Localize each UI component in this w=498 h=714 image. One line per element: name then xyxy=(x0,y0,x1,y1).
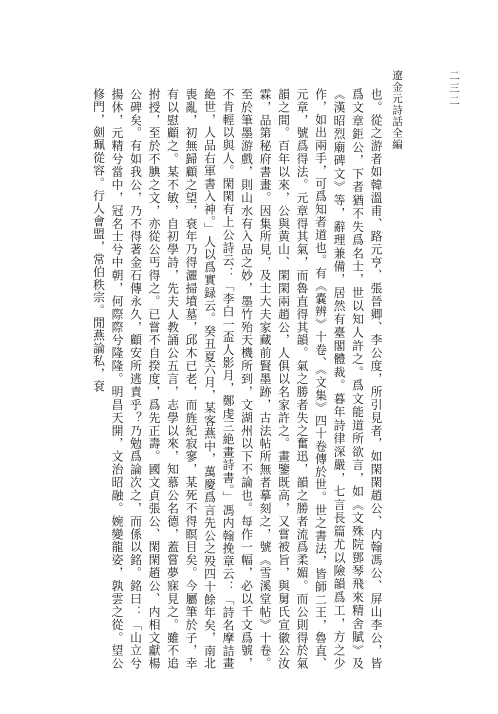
body-paragraph: 也。從之游者如韓溫甫、路元亨、張晉卿、李公度，所引見者，如閑閑趙公、内翰馮公、屏山李公，皆爲文章鉅公，下者猶不失爲名士，世以知人許之。爲文能道所欲言，如《文殊院鄧琴飛來精舍賦》及《漢昭烈廟碑文》等，辭理兼備，居然有臺閣體裁。暮年詩律深嚴，七言長篇尤以險韻爲工，方之少作，如出兩手，可爲知者道也。有《嚢辨》十卷、《文集》四十卷傳於世。世之書法，皆師二王，魯直、元章，號爲得法。元章得其氣，而魯直得其韻。氣之勝者失之奮迅，韻之勝者流爲柔媚。而公則得於氣韻之間。百年以來，公與黄山、閑閑兩趙公，人俱以名家許之。畫鑒既高，又嘗被旨，與舅氏宣徽公汝霖，品第秘府書畫。因集所見，及士大夫家藏前賢墨跡，古法帖所無者摹刻之，號《雪溪堂帖》十卷。至於筆墨游戲，則山水有入品之妙，墨竹殆天機所到，文湖州以下不論也。每作一幅，必以千文爲號，不肯輕以與人。閑閑有上公詩云：「李白一盃人影月，鄭虔三絶畫詩書。」馮内翰挽章云：「詩名摩詰畫絶世，人品右軍書入神。」人以爲實録云。癸丑夏六月，某客燕中，萬慶爲言先公之殁四十餘年矣，南北喪亂，初無歸顧之望，衰年乃得灑掃墳墓，邱木已老，而旌紀寂寥，某死不得瞑目矣。今屬筆於子，幸有以慰顧之。某不敏，自初學詩，先夫人教誦公五言，志學以來，知慕公名德，蓋嘗夢寐見之。雖不追拊授，至於不腆之文，亦從公丐得之。已嘗不自揆度，爲先正壽。國文貞張公、閑閑趙公、内相文獻楊公碑矣。有如我公，乃不得著金石傳永久，顧安所逃責乎？乃勉爲論次之，而係以銘。銘曰：「山立兮揚休，元精兮當中，冠名士兮中朝，何際際兮隆隆。明昌天開，文治昭融。婉變龍姿，孰雲之從。望公修門，劍珮從容。行人會盟，常伯秩宗。閒燕論私，袞 xyxy=(91,88,383,670)
body-text xyxy=(88,88,385,670)
running-head: 遼金元詩話全編 xyxy=(391,70,403,151)
page-number: 二三二 xyxy=(448,70,460,108)
